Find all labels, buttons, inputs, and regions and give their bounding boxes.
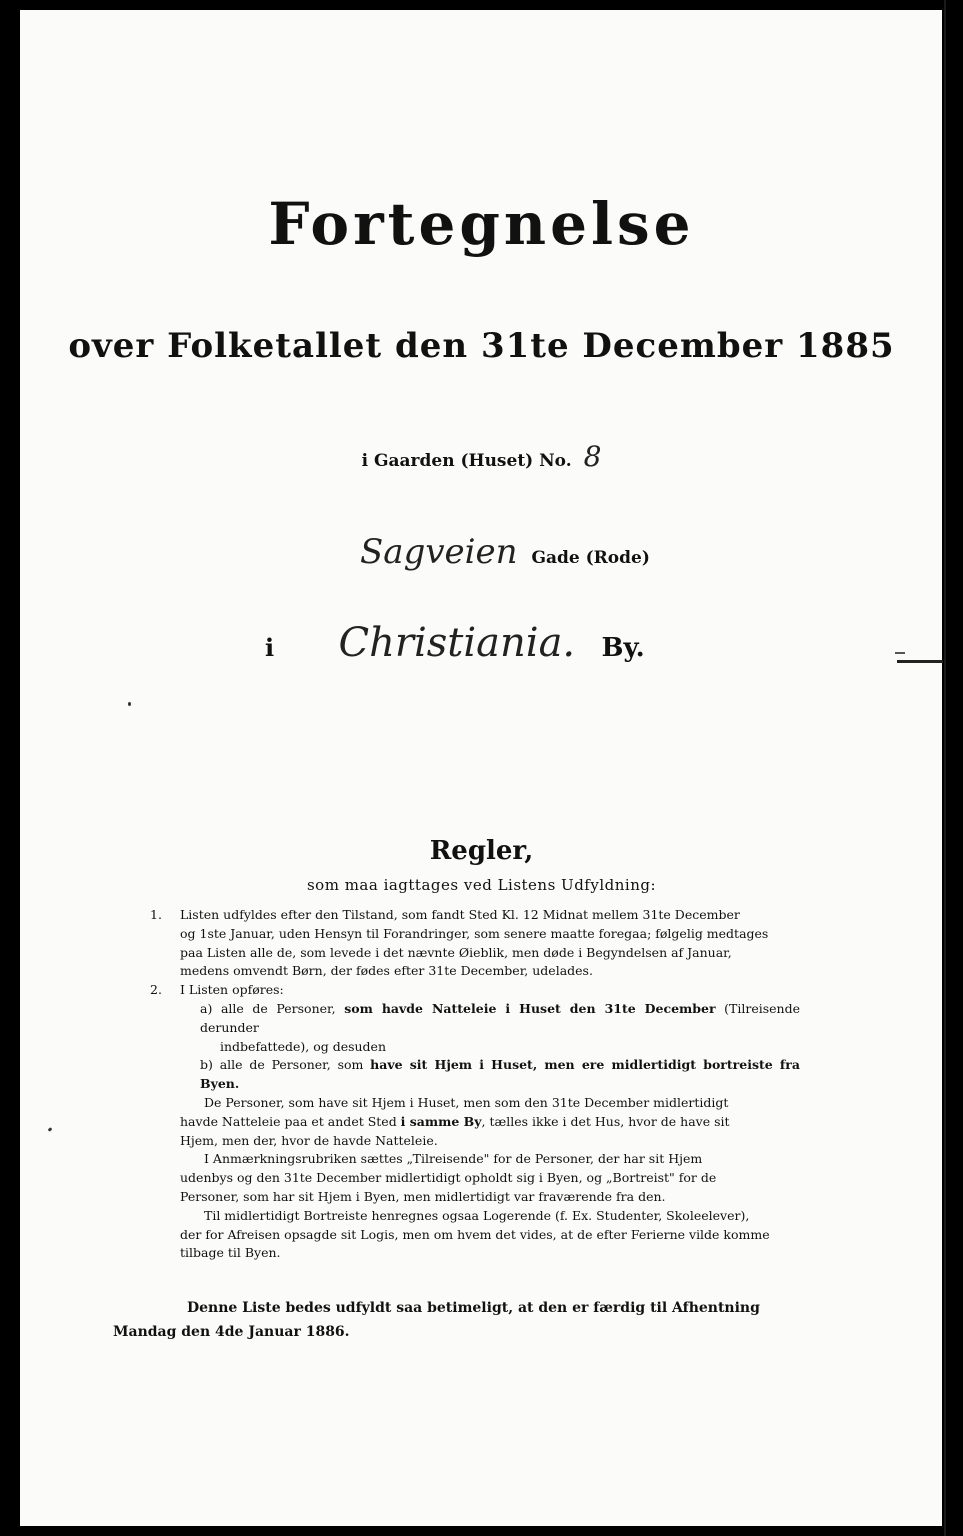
note-2-line: Personer, som har sit Hjem i Byen, men midlertidigt var fraværende fra den. (180, 1188, 666, 1204)
house-number-label: i Gaarden (Huset) No. (361, 451, 572, 471)
street-value: Sagveien (360, 532, 518, 572)
collection-notice-line: Denne Liste bedes udfyldt saa betimeligt, at den er færdig til Afhentning (187, 1300, 760, 1316)
city-label: By. (601, 633, 645, 663)
rule-1-line: medens omvendt Børn, der fødes efter 31te December, udelades. (180, 963, 593, 979)
note-3-line: der for Afreisen opsagde sit Logis, men om hvem det vides, at de efter Ferierne vilde komme (180, 1226, 770, 1242)
rule-text: b) alle de Personer, som (200, 1057, 371, 1073)
rule-1-line: og 1ste Januar, uden Hensyn til Forandringer, som senere maatte foregaa; følgelig medtages (180, 925, 769, 941)
house-number-value: 8 (583, 440, 602, 473)
edge-tick-mark-small (895, 652, 905, 654)
street-label: Gade (Rode) (531, 548, 650, 568)
rule-2-line (150, 981, 800, 1000)
rule-text: I Listen opføres: (180, 982, 284, 998)
collection-notice (113, 1296, 793, 1344)
form-title: Fortegnelse (268, 190, 695, 258)
rule-text: havde Natteleie paa et andet Sted (180, 1113, 401, 1129)
city-row (265, 620, 645, 666)
rules-body (150, 906, 800, 1263)
note-2-line: I Anmærkningsrubriken sættes „Tilreisende" for de Personer, der har sit Hjem (204, 1151, 703, 1167)
ink-speck (128, 702, 131, 706)
rules-subtitle: som maa iagttages ved Listens Udfyldning: (306, 876, 657, 894)
house-number-row (0, 440, 963, 473)
note-2-line: udenbys og den 31te December midlertidigt opholdt sig i Byen, og „Bortreist" for de (180, 1170, 717, 1186)
rule-number: 2. (150, 982, 162, 998)
edge-tick-mark (897, 660, 943, 663)
rule-text-bold: have sit Hjem i Huset, men ere midlertidigt bortreiste fra Byen. (200, 1057, 800, 1092)
rule-text-bold: i samme By (400, 1113, 482, 1129)
rule-number: 1. (150, 907, 162, 922)
note-3-line: tilbage til Byen. (180, 1245, 281, 1261)
note-3-line: Til midlertidigt Bortreiste henregnes ogsaa Logerende (f. Ex. Studenter, Skoleelever), (204, 1207, 750, 1223)
rule-2b-line (150, 1056, 800, 1094)
note-1-line: Hjem, men der, hvor de havde Natteleie. (180, 1132, 438, 1148)
rule-2a-line: indbefattede), og desuden (220, 1038, 387, 1054)
form-subtitle: over Folketallet den 31te December 1885 (68, 326, 895, 366)
street-row (360, 532, 650, 572)
note-1-line (150, 1113, 800, 1132)
city-value: Christiania. (338, 620, 576, 666)
rule-text: Listen udfyldes efter den Tilstand, som fandt Sted Kl. 12 Midnat mellem 31te December (180, 907, 740, 922)
rule-text-bold: som havde Natteleie i Huset den 31te December (344, 1000, 716, 1016)
rule-text: a) alle de Personer, (200, 1000, 345, 1016)
rule-text: (Tilreisende derunder (200, 1000, 801, 1035)
rule-1-line (150, 906, 800, 925)
rule-text: , tælles ikke i det Hus, hvor de have sit (481, 1113, 730, 1129)
note-1-line: De Personer, som have sit Hjem i Huset, men som den 31te December midlertidigt (204, 1094, 729, 1110)
rules-title: Regler, (429, 836, 534, 866)
rule-2a-line (150, 1000, 800, 1038)
rule-1-line: paa Listen alle de, som levede i det nævnte Øieblik, men døde i Begyndelsen af Januar, (180, 944, 732, 960)
city-prefix: i (265, 633, 275, 662)
collection-notice-line: Mandag den 4de Januar 1886. (113, 1324, 350, 1340)
